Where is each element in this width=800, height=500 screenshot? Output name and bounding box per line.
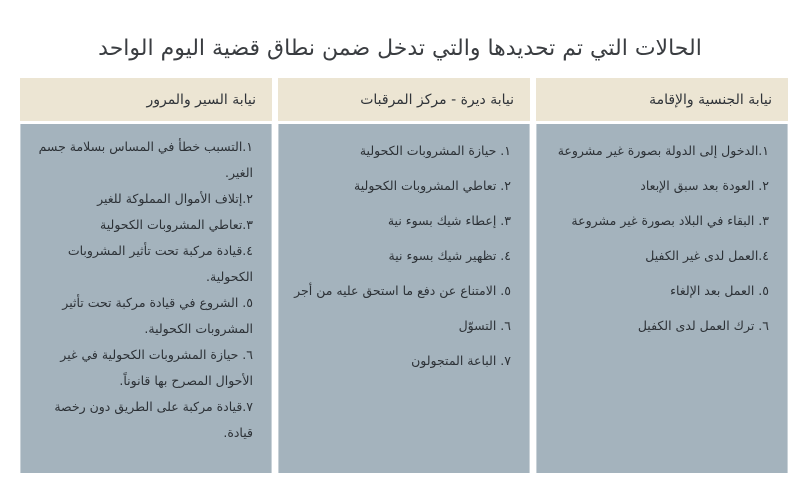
list-item: ٤.قيادة مركبة تحت تأثير المشروبات الكحولية. (67, 243, 253, 284)
list-item: ١. حيازة المشروبات الكحولية (359, 143, 511, 158)
list-item: ٢.إتلاف الأموال المملوكة للغير (97, 191, 253, 206)
column-header: نيابة السير والمرور (20, 78, 272, 121)
list-item: ٥. الامتناع عن دفع ما استحق عليه من أجر (294, 283, 511, 298)
list-item: ٢. العودة بعد سبق الإبعاد (640, 178, 769, 193)
column-body (20, 124, 272, 473)
column-header: نيابة ديرة - مركز المرقبات (278, 78, 530, 121)
list-item: ٤. تظهير شيك بسوء نية (388, 248, 511, 263)
list-item: ٥. الشروع في قيادة مركبة تحت تأثير المشروبات الكحولية. (62, 295, 253, 336)
page-title: الحالات التي تم تحديدها والتي تدخل ضمن نطاق قضية اليوم الواحد (98, 36, 702, 61)
list-item: ٥. العمل بعد الإلغاء (670, 283, 769, 298)
list-item: ٣. إعطاء شيك بسوء نية (387, 213, 511, 228)
list-item: ٤.العمل لدى غير الكفيل (645, 248, 769, 263)
list-item: ٣. البقاء في البلاد بصورة غير مشروعة (571, 213, 769, 228)
list-item: ٧.قيادة مركبة على الطريق دون رخصة قيادة. (54, 399, 253, 440)
list-item: ٦. التسوّل (458, 318, 511, 333)
list-item: ٦. حيازة المشروبات الكحولية في غير الأحوال المصرح بها قانوناً. (60, 347, 253, 388)
list-item: ٦. ترك العمل لدى الكفيل (637, 318, 769, 333)
column-nationality-residence (536, 78, 788, 473)
list-item: ٣.تعاطي المشروبات الكحولية (100, 217, 253, 232)
list-item: ٧. الباعة المتجولون (411, 353, 511, 368)
column-deira-muraqqabat (278, 78, 530, 473)
column-body (536, 124, 788, 473)
column-body (278, 124, 530, 473)
list-item: ١.الدخول إلى الدولة بصورة غير مشروعة (557, 143, 769, 158)
list-item: ١.التسبب خطأ في المساس بسلامة جسم الغير. (38, 139, 253, 180)
column-header: نيابة الجنسية والإقامة (536, 78, 788, 121)
list-item: ٢. تعاطي المشروبات الكحولية (354, 178, 511, 193)
column-traffic (20, 78, 272, 473)
